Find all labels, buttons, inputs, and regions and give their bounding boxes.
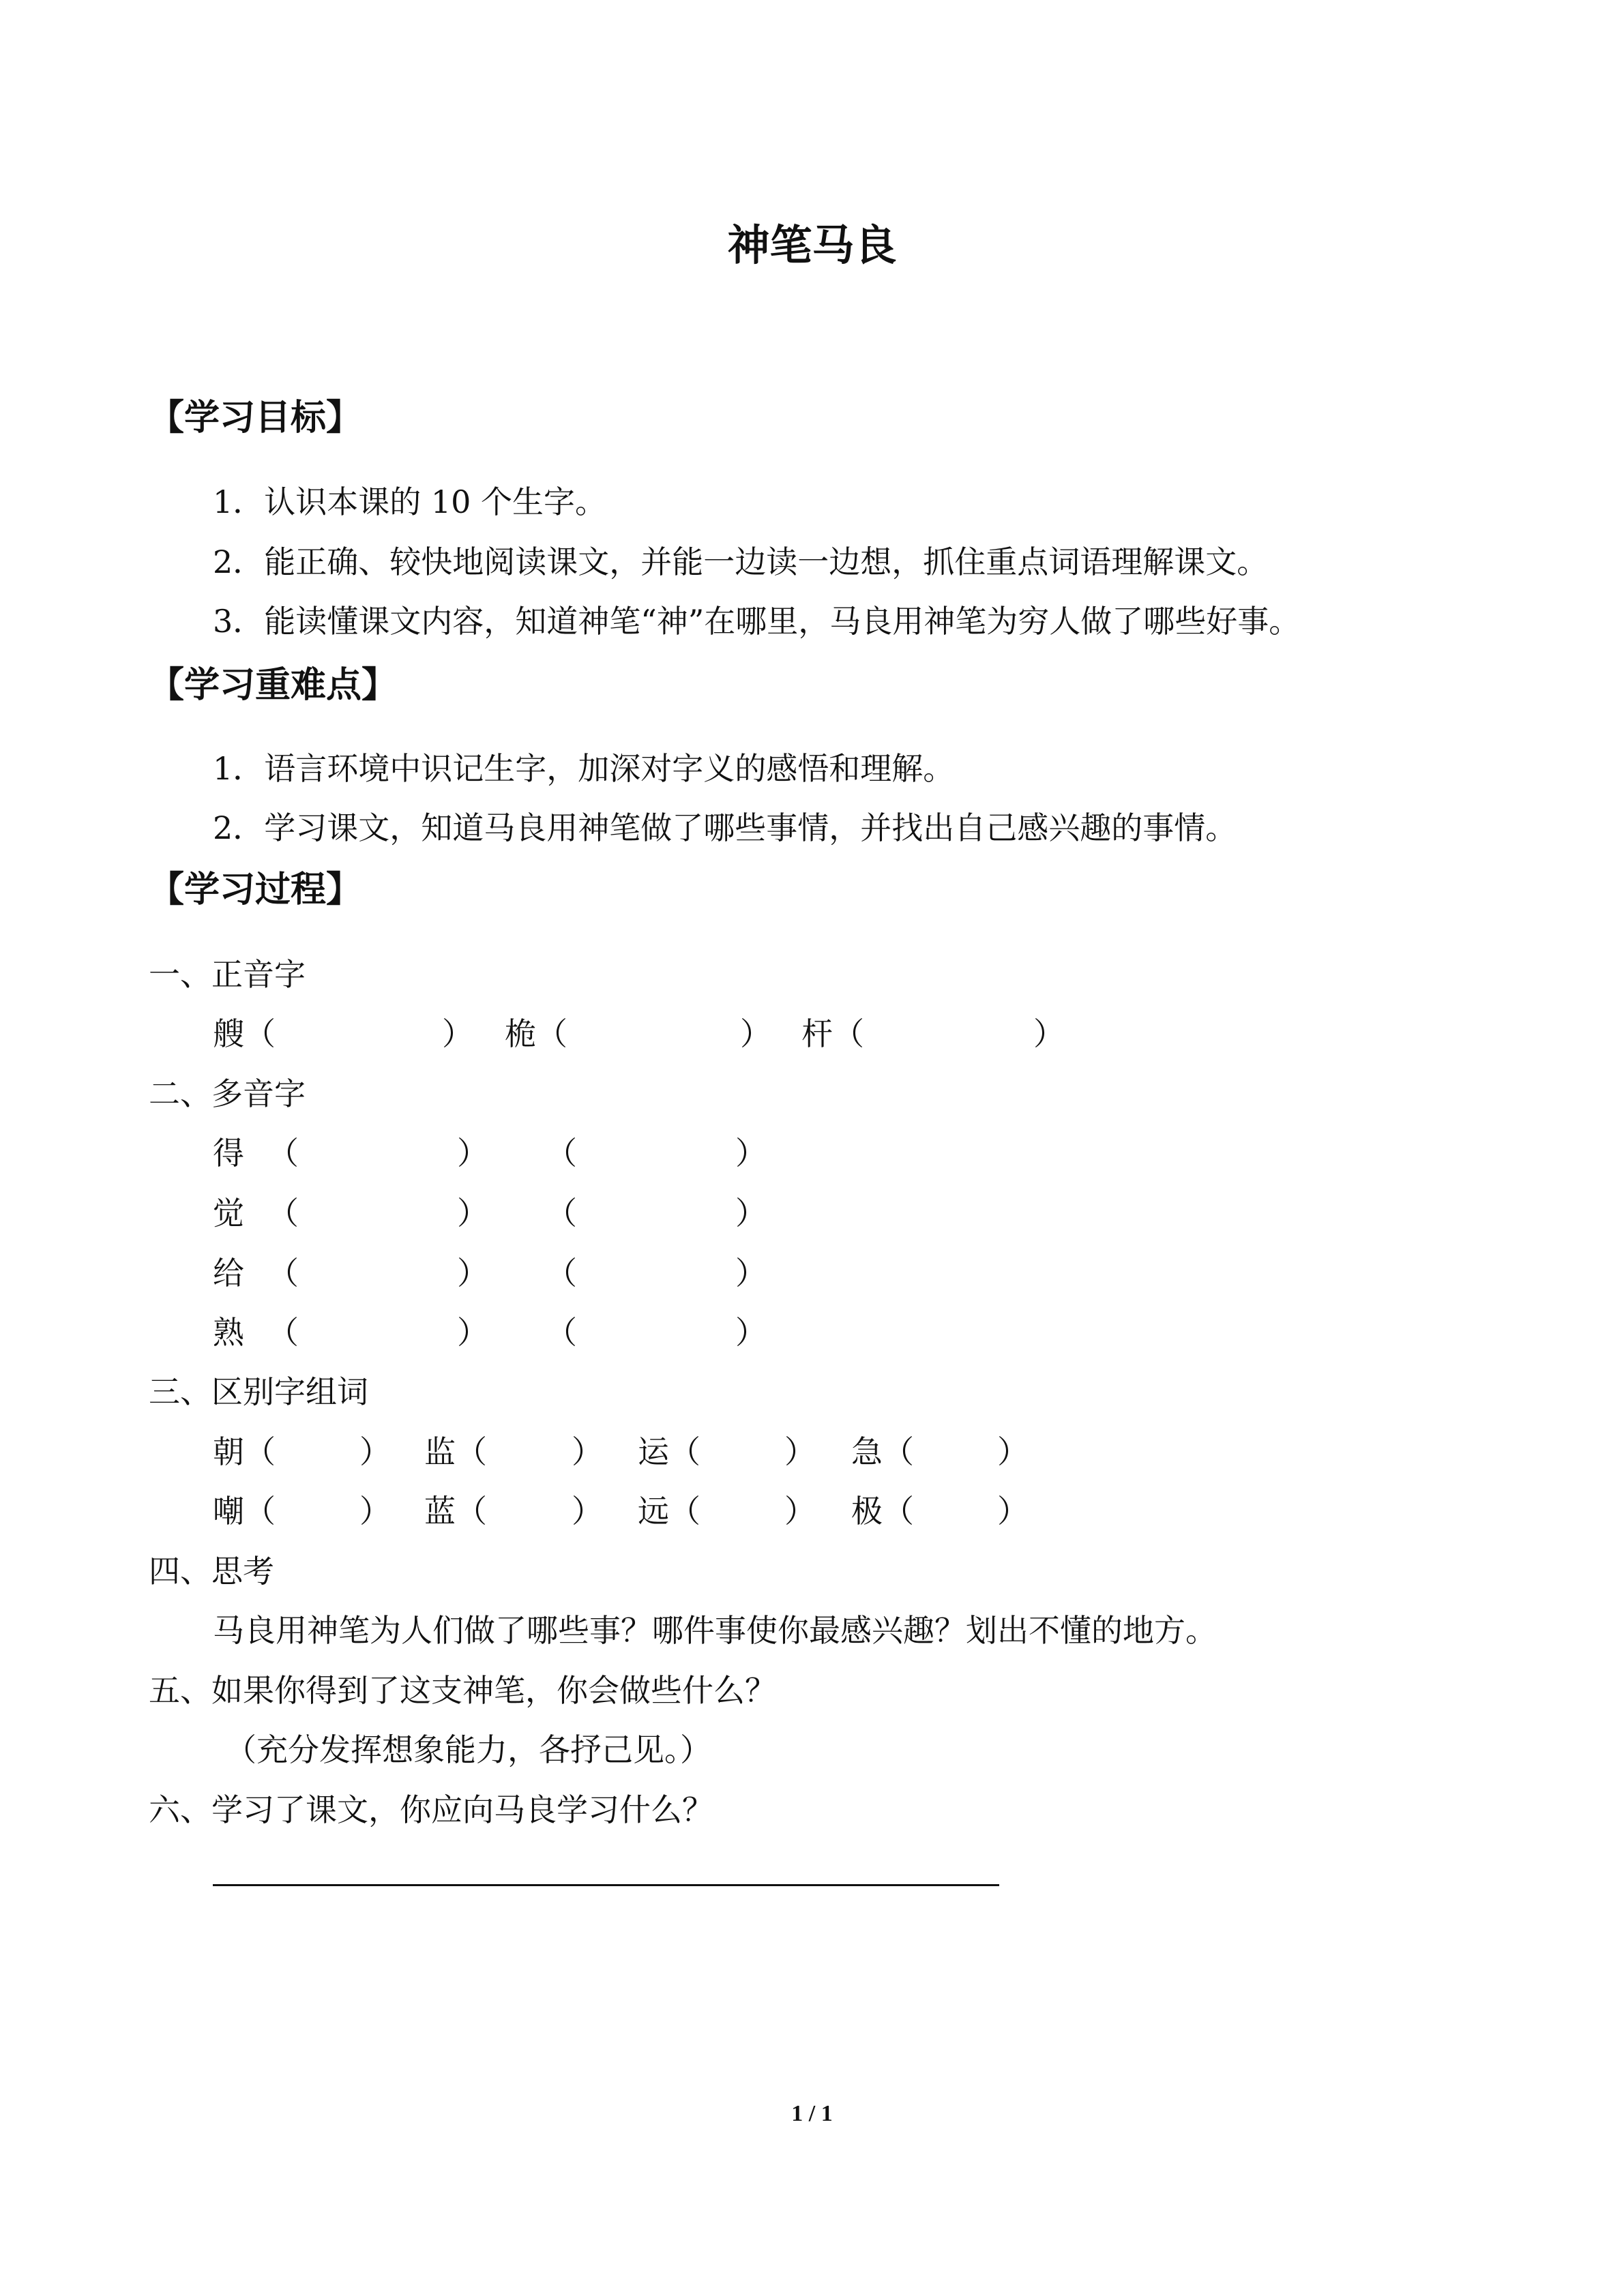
blank-open: （ <box>267 1195 299 1232</box>
blank-close: ） <box>457 1195 488 1232</box>
section-heading-key-points: 【学习重难点】 <box>149 665 398 706</box>
page-title: 神笔马良 <box>727 220 897 270</box>
question-text: 马良用神笔为人们做了哪些事？哪件事使你最感兴趣？划出不懂的地方。 <box>213 1612 1217 1649</box>
blank-open: （ <box>267 1314 299 1351</box>
char-blank: 艘（ <box>213 1015 276 1052</box>
question-label: 四、思考 <box>149 1553 274 1590</box>
question-label: 一、正音字 <box>149 956 306 993</box>
blank-close: ） <box>442 1015 473 1052</box>
blank-close: ） <box>457 1255 488 1292</box>
char-blank: 急（ <box>851 1433 914 1470</box>
char-blank: 监（ <box>424 1433 487 1470</box>
blank-close: ） <box>735 1135 767 1172</box>
blank-close: ） <box>997 1493 1029 1530</box>
char-blank: 朝（ <box>213 1433 276 1470</box>
question-label: 二、多音字 <box>149 1075 306 1112</box>
word-group-row <box>0 1427 1624 1468</box>
answer-line <box>213 1884 999 1886</box>
blank-close: ） <box>457 1135 488 1172</box>
question-label: 六、学习了课文，你应向马良学习什么？ <box>149 1791 713 1828</box>
page-number: 1 / 1 <box>791 2101 833 2126</box>
char-blank: 极（ <box>851 1493 914 1530</box>
char-blank: 桅（ <box>505 1015 567 1052</box>
question-label: 五、如果你得到了这支神笔，你会做些什么？ <box>149 1672 776 1709</box>
blank-close: ） <box>735 1314 767 1351</box>
question-label: 三、区别字组词 <box>149 1373 368 1410</box>
blank-close: ） <box>359 1433 391 1470</box>
blank-close: ） <box>784 1433 816 1470</box>
polyphone-char: 熟 <box>213 1314 244 1351</box>
blank-close: ） <box>572 1493 603 1530</box>
goal-item: 2．能正确、较快地阅读课文，并能一边读一边想，抓住重点词语理解课文。 <box>213 543 1269 580</box>
char-blank: 运（ <box>638 1433 700 1470</box>
section-heading-goals: 【学习目标】 <box>149 398 362 438</box>
polyphone-char: 给 <box>213 1255 244 1292</box>
blank-close: ） <box>457 1314 488 1351</box>
polyphone-row <box>0 1129 1624 1172</box>
goal-item: 1．认识本课的 10 个生字。 <box>213 483 607 520</box>
blank-close: ） <box>735 1255 767 1292</box>
blank-close: ） <box>735 1195 767 1232</box>
polyphone-row <box>0 1189 1624 1232</box>
blank-open: （ <box>546 1255 577 1292</box>
polyphone-row <box>0 1308 1624 1349</box>
goal-item: 3．能读懂课文内容，知道神笔“神”在哪里，马良用神笔为穷人做了哪些好事。 <box>213 603 1301 640</box>
blank-close: ） <box>997 1433 1029 1470</box>
question-hint: （充分发挥想象能力，各抒己见。） <box>225 1731 711 1768</box>
polyphone-char: 觉 <box>213 1195 244 1232</box>
polyphone-row <box>0 1249 1624 1292</box>
blank-close: ） <box>1033 1015 1065 1052</box>
key-point-item: 2．学习课文，知道马良用神笔做了哪些事情，并找出自己感兴趣的事情。 <box>213 809 1237 846</box>
blank-close: ） <box>784 1493 816 1530</box>
blank-open: （ <box>546 1314 577 1351</box>
polyphone-char: 得 <box>213 1135 244 1172</box>
char-blank: 远（ <box>638 1493 700 1530</box>
char-blank: 嘲（ <box>213 1493 276 1530</box>
blank-open: （ <box>546 1135 577 1172</box>
section-heading-process: 【学习过程】 <box>149 869 362 910</box>
blank-close: ） <box>359 1493 391 1530</box>
key-point-item: 1．语言环境中识记生字，加深对字义的感悟和理解。 <box>213 750 955 787</box>
char-blank: 杆（ <box>801 1015 864 1052</box>
word-group-row <box>0 1487 1624 1530</box>
blank-close: ） <box>740 1015 771 1052</box>
char-blank: 蓝（ <box>424 1493 487 1530</box>
blank-close: ） <box>572 1433 603 1470</box>
blank-open: （ <box>267 1135 299 1172</box>
pronunciation-row <box>0 1009 1624 1050</box>
blank-open: （ <box>546 1195 577 1232</box>
blank-open: （ <box>267 1255 299 1292</box>
